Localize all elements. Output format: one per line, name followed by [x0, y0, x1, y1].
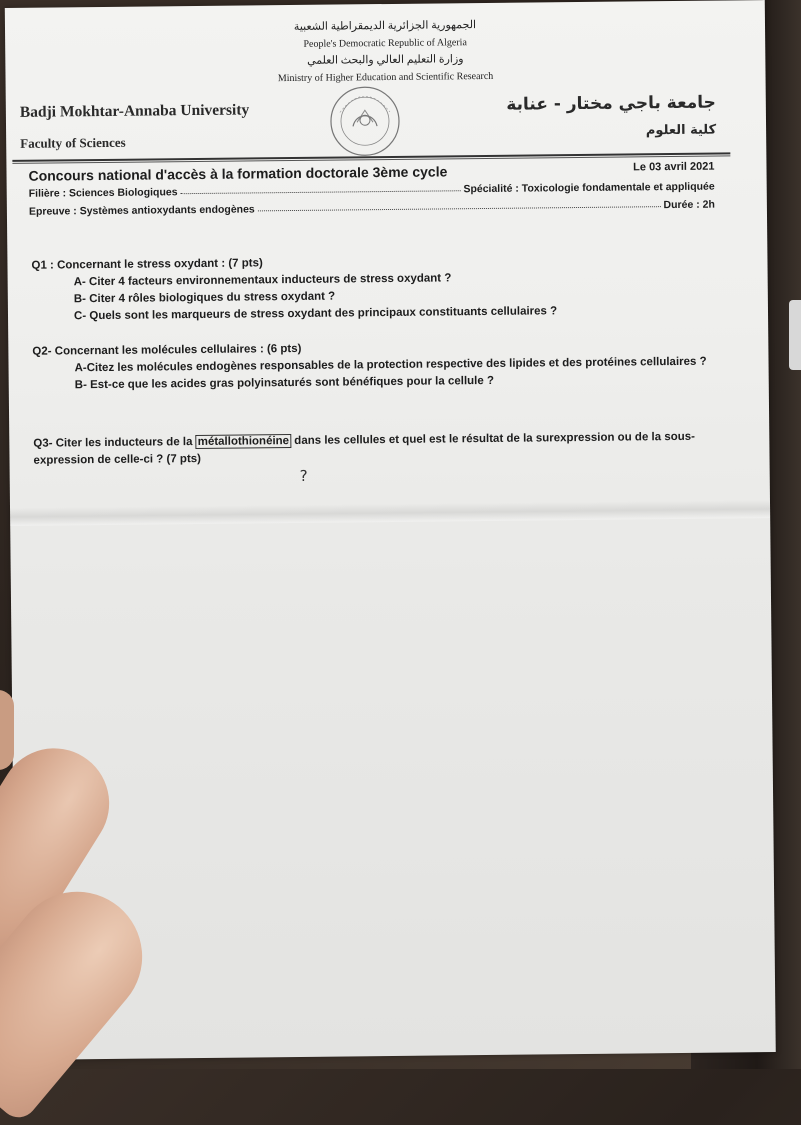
- exam-paper: [5, 0, 776, 1060]
- faculty-name-ar: كلية العلوم: [645, 122, 717, 139]
- question-2-b: B- Est-ce que les acides gras polyinsaturés sont bénéfiques pour la cellule ?: [74, 374, 495, 392]
- question-3-part2: dans les cellules et quel est le résultat de la surexpression ou de la sous-expression de celle-ci ? (7 pts): [33, 430, 696, 467]
- question-1-b: B- Citer 4 rôles biologiques du stress oxydant ?: [73, 290, 336, 306]
- question-1-c: C- Quels sont les marqueurs de stress oxydant des principaux constituants cellulaires ?: [73, 305, 558, 323]
- handwritten-question-mark: ?: [299, 466, 308, 485]
- official-header: [5, 14, 766, 90]
- dotted-leader: [180, 183, 460, 194]
- university-name-en: Badji Mokhtar-Annaba University: [19, 101, 250, 121]
- exam-title: Concours national d'accès à la formation doctorale 3ème cycle: [28, 163, 448, 184]
- laptop-edge: [789, 300, 801, 370]
- question-3: [33, 428, 729, 469]
- exam-date: Le 03 avril 2021: [633, 160, 715, 174]
- question-3-boxed-word: métallothionéine: [196, 434, 292, 449]
- question-1-head: Q1 : Concernant le stress oxydant : (7 pts): [31, 257, 263, 272]
- faculty-name-en: Faculty of Sciences: [20, 134, 126, 151]
- question-3-part1: Q3- Citer les inducteurs de la: [33, 436, 193, 450]
- filiere: Filière : Sciences Biologiques: [28, 186, 178, 200]
- paper-fold: [10, 500, 770, 526]
- ministry-en: Ministry of Higher Education and Scientific Research: [277, 70, 494, 85]
- dotted-leader: [258, 199, 661, 211]
- finger-tip: [0, 690, 14, 770]
- question-2-a: A-Citez les molécules endogènes responsables de la protection respective des lipides et des protéines cellulaires ?: [74, 355, 707, 375]
- question-1: [31, 250, 728, 325]
- question-2: [32, 336, 728, 394]
- question-2-head: Q2- Concernant les molécules cellulaires : (6 pts): [32, 342, 302, 358]
- duree: Durée : 2h: [663, 198, 715, 212]
- ministry-ar: وزارة التعليم العالي والبحث العلمي: [307, 53, 464, 67]
- specialite: Spécialité : Toxicologie fondamentale et appliquée: [463, 180, 715, 196]
- question-1-a: A- Citer 4 facteurs environnementaux inducteurs de stress oxydant ?: [73, 272, 452, 289]
- university-name-ar: جامعة باجي مختار - عنابة: [506, 92, 716, 115]
- epreuve: Epreuve : Systèmes antioxydants endogènes: [28, 203, 255, 218]
- republic-en: People's Democratic Republic of Algeria: [303, 37, 467, 50]
- republic-ar: الجمهورية الجزائرية الديمقراطية الشعبية: [293, 19, 477, 33]
- epreuve-line: [29, 199, 715, 218]
- university-seal-icon: [326, 82, 405, 161]
- filiere-line: [29, 181, 715, 200]
